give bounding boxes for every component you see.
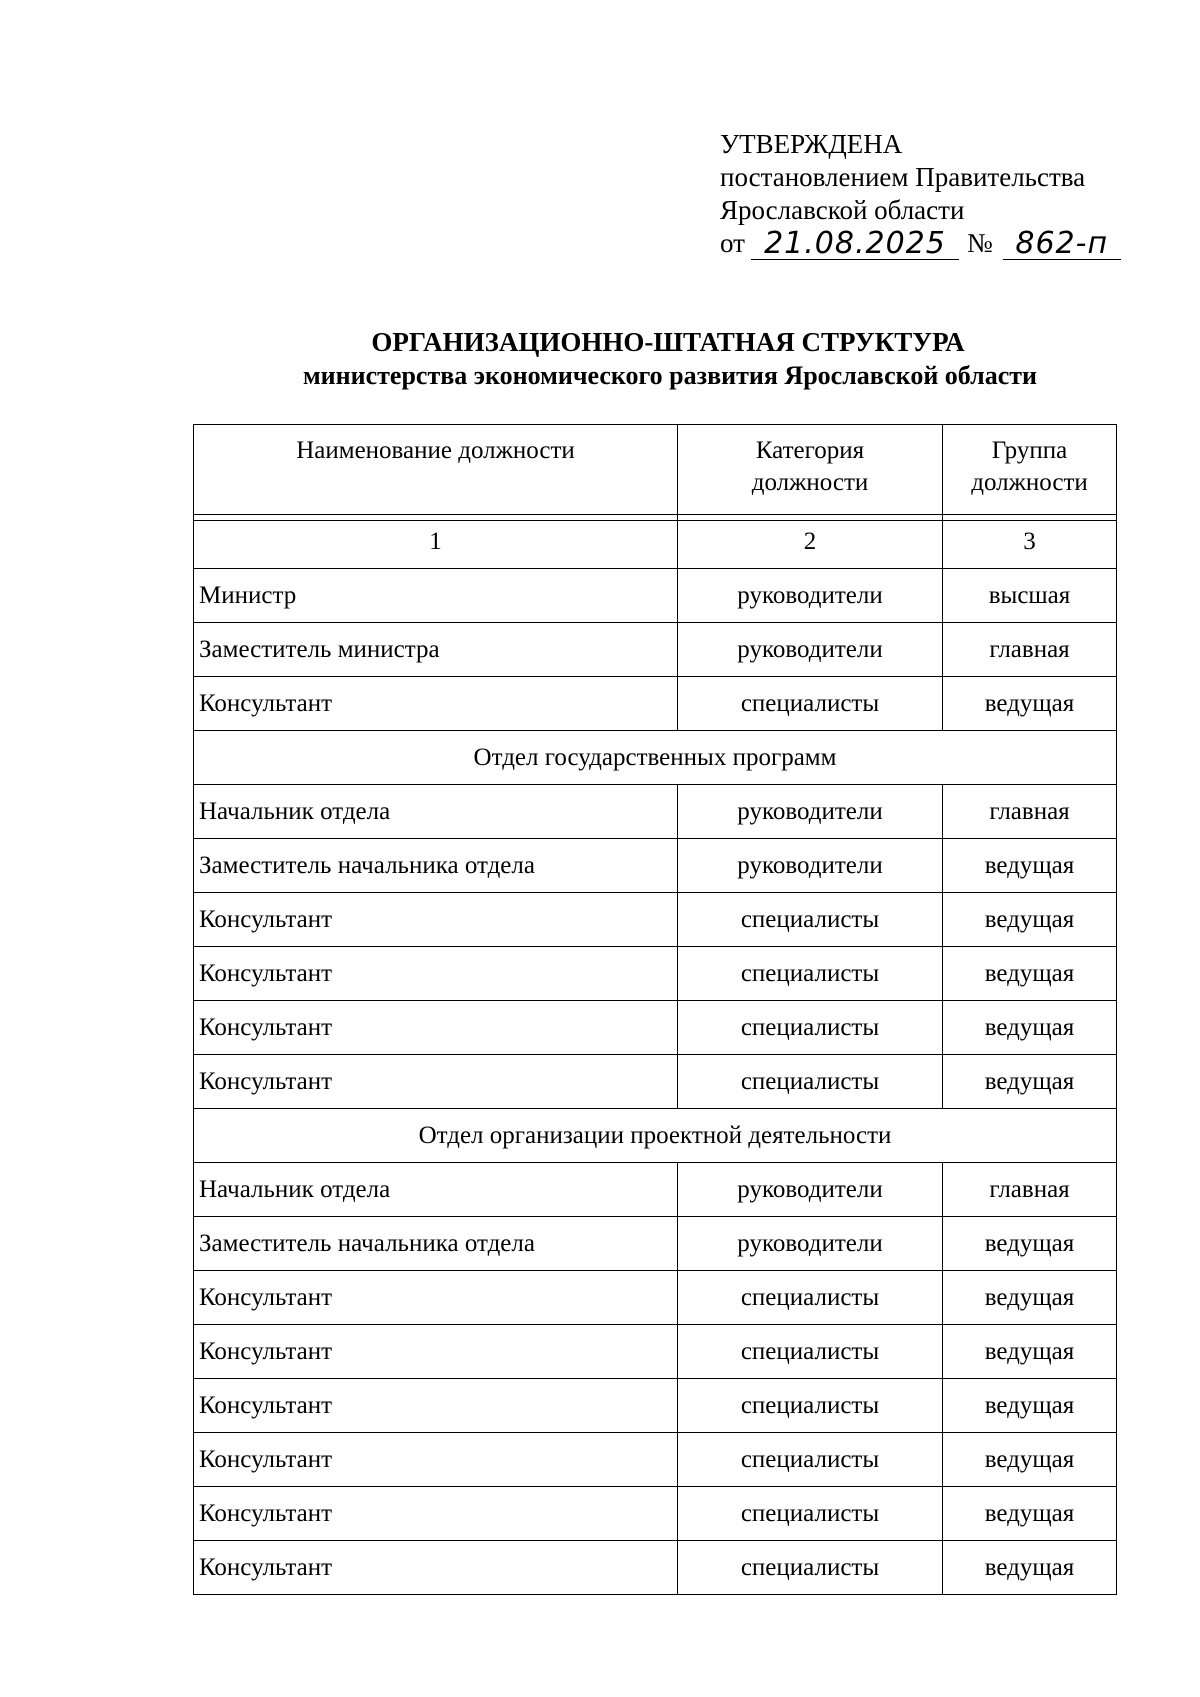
column-number: 1 <box>194 515 678 569</box>
group-cell: ведущая <box>943 839 1117 893</box>
table-row <box>194 785 1117 839</box>
position-cell: Консультант <box>194 1433 678 1487</box>
category-cell: специалисты <box>678 1541 943 1595</box>
position-cell: Консультант <box>194 1001 678 1055</box>
section-title: Отдел государственных программ <box>194 731 1117 785</box>
group-cell: главная <box>943 1163 1117 1217</box>
handwritten-date: 21.08.2025 <box>751 229 959 260</box>
category-cell: специалисты <box>678 1055 943 1109</box>
table-row <box>194 1001 1117 1055</box>
document-title: ОРГАНИЗАЦИОННО-ШТАТНАЯ СТРУКТУРА <box>371 327 965 357</box>
group-cell: главная <box>943 623 1117 677</box>
position-cell: Консультант <box>194 947 678 1001</box>
staff-table <box>193 514 1117 1595</box>
number-sign: № <box>966 228 993 258</box>
position-cell: Консультант <box>194 1487 678 1541</box>
table-row <box>194 893 1117 947</box>
position-cell: Консультант <box>194 677 678 731</box>
table-row <box>194 1325 1117 1379</box>
table-row <box>194 677 1117 731</box>
staff-table-body <box>194 515 1117 1595</box>
approval-stamp <box>720 128 1121 260</box>
header-table <box>193 424 1117 521</box>
group-cell: ведущая <box>943 1487 1117 1541</box>
position-cell: Начальник отдела <box>194 1163 678 1217</box>
position-cell: Консультант <box>194 1271 678 1325</box>
group-cell: ведущая <box>943 947 1117 1001</box>
header-position: Наименование должности <box>194 425 678 521</box>
position-cell: Консультант <box>194 1055 678 1109</box>
header-row <box>194 425 1117 521</box>
position-cell: Заместитель начальника отдела <box>194 1217 678 1271</box>
position-cell: Заместитель начальника отдела <box>194 839 678 893</box>
category-cell: специалисты <box>678 893 943 947</box>
group-cell: высшая <box>943 569 1117 623</box>
group-cell: ведущая <box>943 1379 1117 1433</box>
table-row <box>194 839 1117 893</box>
group-cell: ведущая <box>943 1271 1117 1325</box>
approval-date-number <box>720 227 1121 260</box>
position-cell: Консультант <box>194 1379 678 1433</box>
date-prefix: от <box>720 228 745 258</box>
approval-heading: УТВЕРЖДЕНА <box>720 129 903 159</box>
group-cell: ведущая <box>943 1541 1117 1595</box>
category-cell: руководители <box>678 623 943 677</box>
group-cell: ведущая <box>943 1325 1117 1379</box>
header-category: Категория должности <box>678 425 943 521</box>
category-cell: руководители <box>678 1217 943 1271</box>
category-cell: специалисты <box>678 1487 943 1541</box>
table-row <box>194 1271 1117 1325</box>
group-cell: ведущая <box>943 1433 1117 1487</box>
category-cell: руководители <box>678 839 943 893</box>
table-row <box>194 1379 1117 1433</box>
category-cell: руководители <box>678 785 943 839</box>
table-row <box>194 623 1117 677</box>
header-group: Группа должности <box>943 425 1117 521</box>
position-cell: Начальник отдела <box>194 785 678 839</box>
column-number: 3 <box>943 515 1117 569</box>
table-row <box>194 569 1117 623</box>
table-row <box>194 1055 1117 1109</box>
position-cell: Консультант <box>194 1325 678 1379</box>
category-cell: руководители <box>678 1163 943 1217</box>
group-cell: ведущая <box>943 1217 1117 1271</box>
table-row <box>194 1163 1117 1217</box>
column-number: 2 <box>678 515 943 569</box>
category-cell: специалисты <box>678 1379 943 1433</box>
category-cell: специалисты <box>678 1271 943 1325</box>
category-cell: специалисты <box>678 947 943 1001</box>
table-row <box>194 947 1117 1001</box>
column-number-row <box>194 515 1117 569</box>
handwritten-number: 862-п <box>1003 229 1121 260</box>
section-row <box>194 1109 1117 1163</box>
document-subtitle: министерства экономического развития Ярославской области <box>302 361 1038 390</box>
group-cell: ведущая <box>943 677 1117 731</box>
group-cell: ведущая <box>943 1001 1117 1055</box>
group-cell: главная <box>943 785 1117 839</box>
position-cell: Министр <box>194 569 678 623</box>
table-row <box>194 1217 1117 1271</box>
approval-line-1: постановлением Правительства <box>720 162 1086 192</box>
category-cell: специалисты <box>678 1325 943 1379</box>
category-cell: специалисты <box>678 1001 943 1055</box>
approval-line-2: Ярославской области <box>720 195 965 225</box>
section-row <box>194 731 1117 785</box>
table-row <box>194 1487 1117 1541</box>
category-cell: специалисты <box>678 1433 943 1487</box>
position-cell: Заместитель министра <box>194 623 678 677</box>
position-cell: Консультант <box>194 1541 678 1595</box>
table-row <box>194 1433 1117 1487</box>
category-cell: руководители <box>678 569 943 623</box>
group-cell: ведущая <box>943 1055 1117 1109</box>
group-cell: ведущая <box>943 893 1117 947</box>
section-title: Отдел организации проектной деятельности <box>194 1109 1117 1163</box>
category-cell: специалисты <box>678 677 943 731</box>
position-cell: Консультант <box>194 893 678 947</box>
table-row <box>194 1541 1117 1595</box>
